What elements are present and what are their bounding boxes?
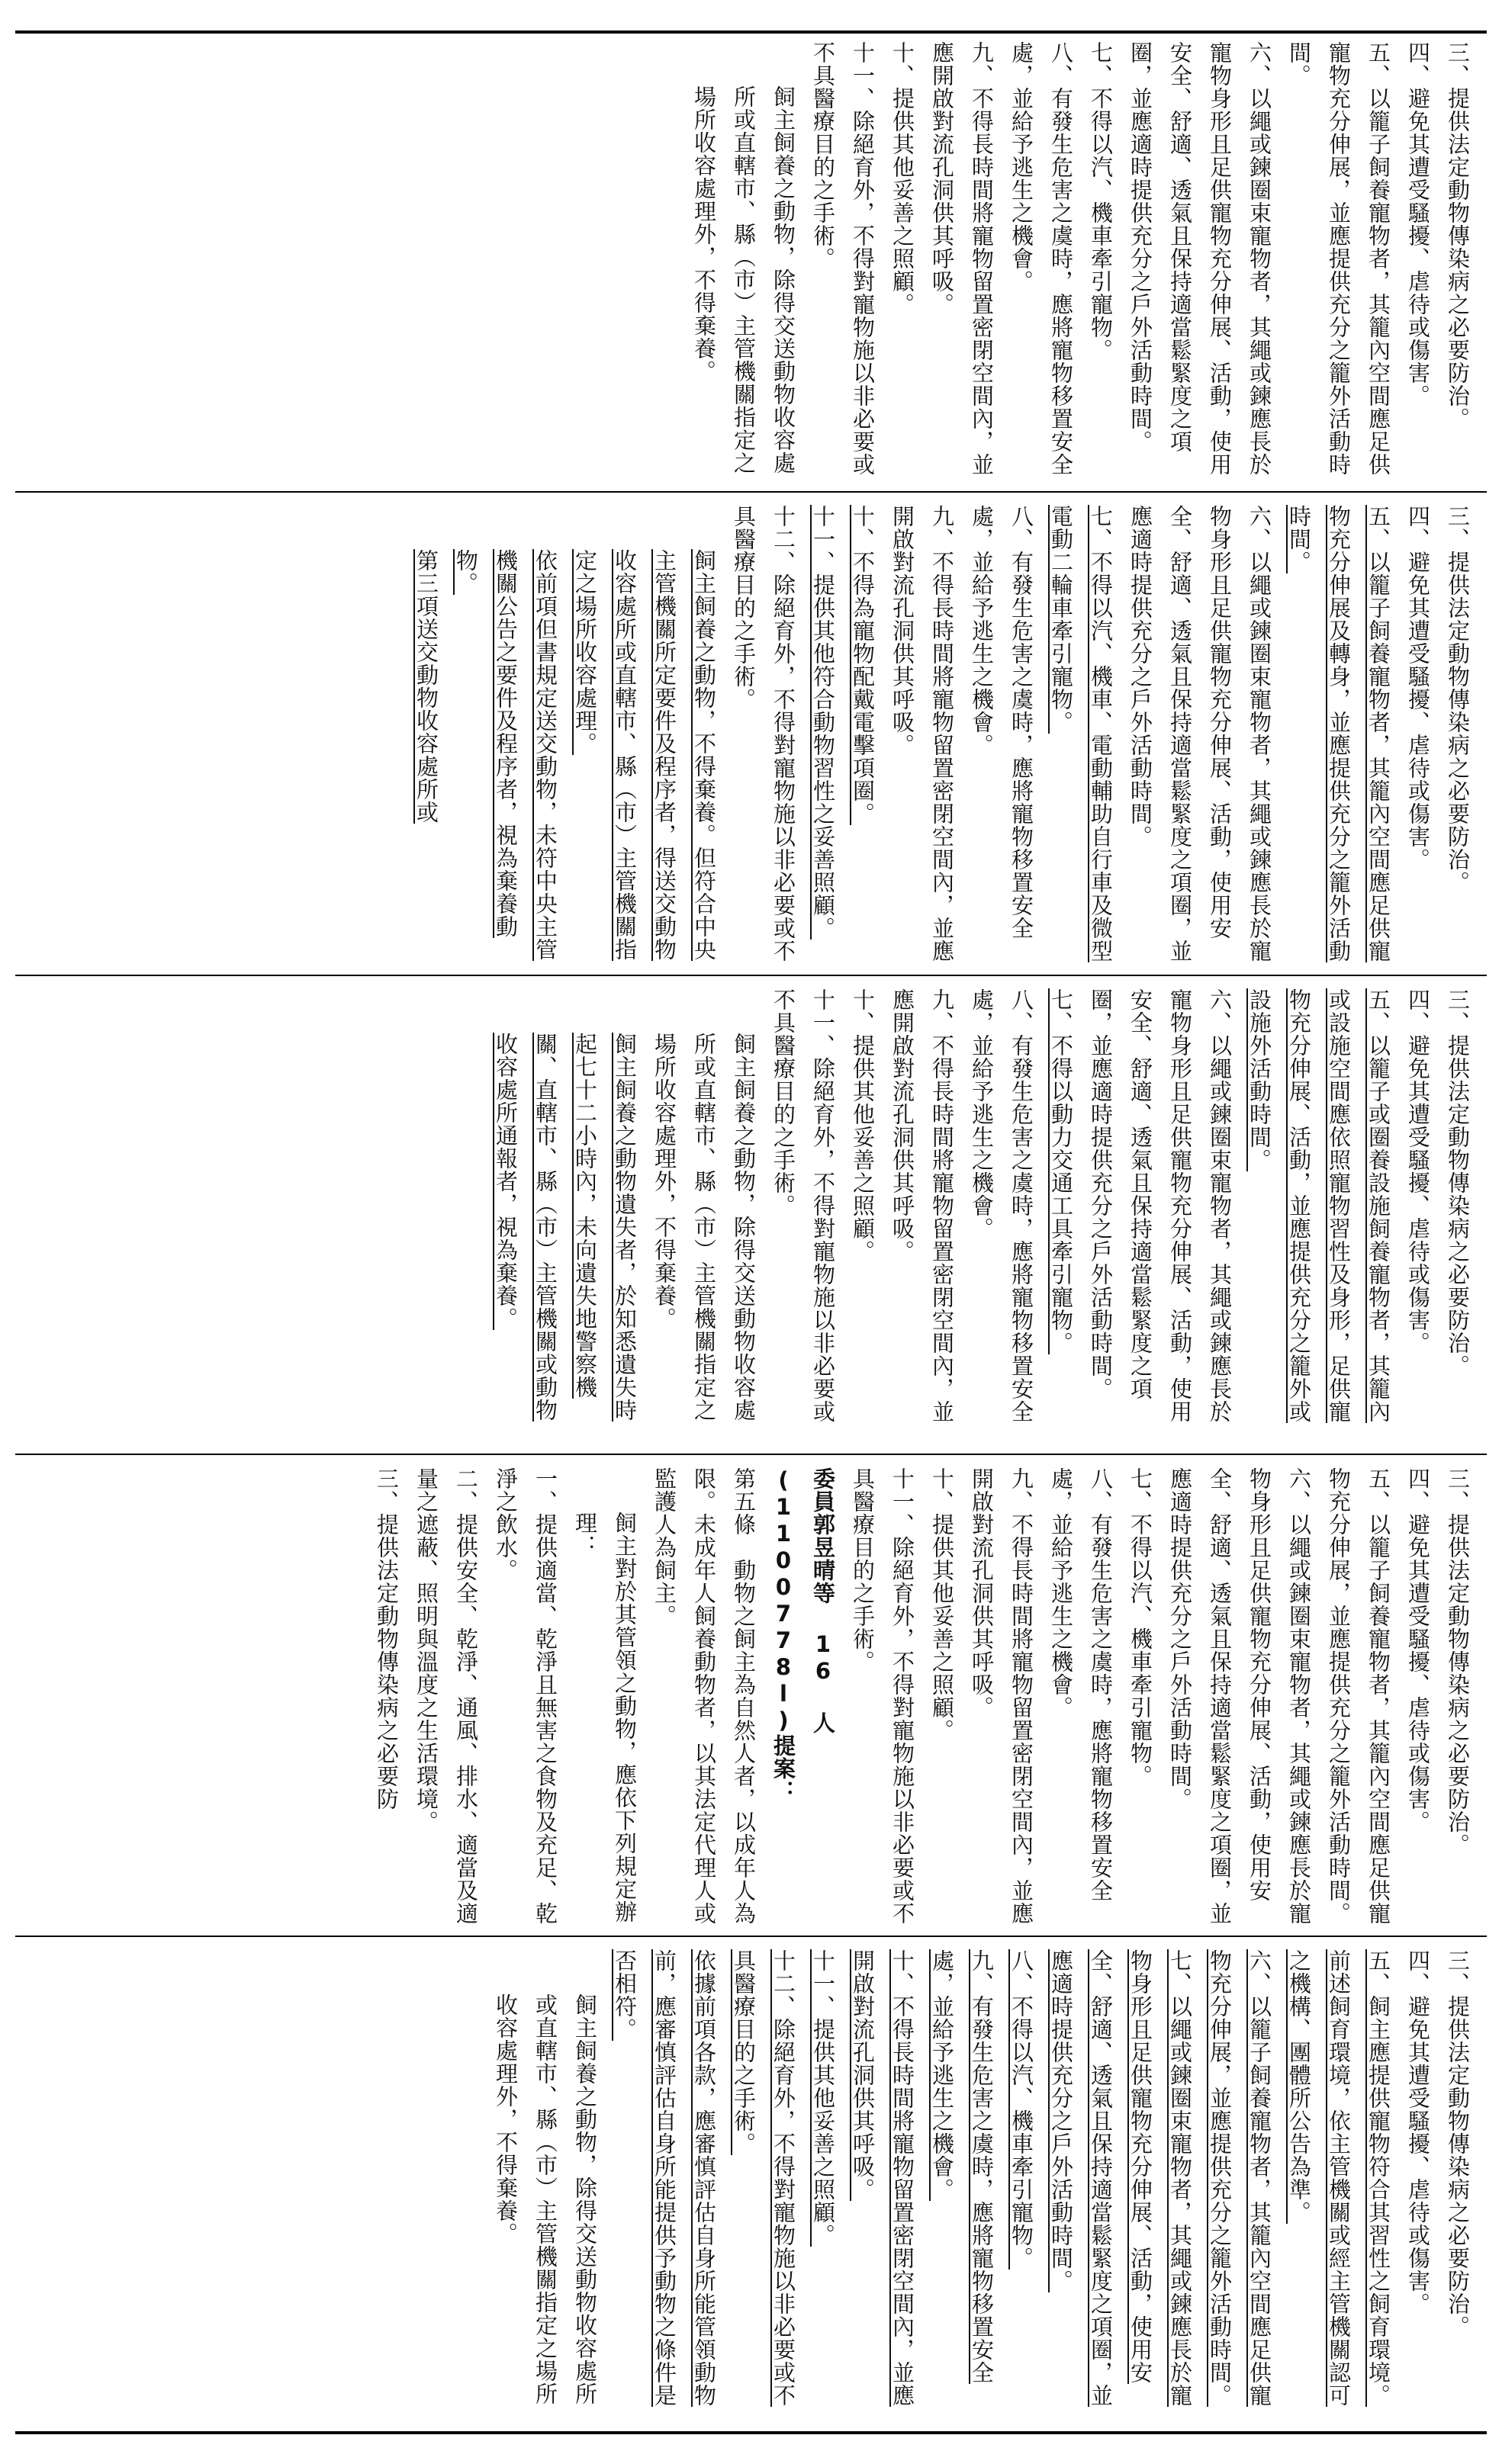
paragraph: 七、以繩或鍊圈束寵物者，其繩或鍊應長於寵物身形且足供寵物充分伸展、活動，使用安全、舒適、透氣且保持適當鬆緊度之項圈，並應適時提供充分之戶外活動時間。 xyxy=(1048,1949,1193,2407)
paragraph: 飼主飼養之動物，不得棄養。但符合中央主管機關所定要件及程序者，得送交動物收容處所或直轄市、縣（市）主管機關指定之場所收容處理。 xyxy=(572,549,717,961)
paragraph: 飼主飼養之動物，除得交送動物收容處所或直轄市、縣（市）主管機關指定之場所收容處理外，不得棄養。 xyxy=(651,1033,757,1422)
paragraph: 六、以繩或鍊圈束寵物者，其繩或鍊應長於寵物身形且足供寵物充分伸展、活動，使用安全、舒適、透氣且保持適當鬆緊度之項圈，並應適時提供充分之戶外活動時間。 xyxy=(1127,41,1272,476)
paragraph: 第三項送交動物收容處所或 xyxy=(413,549,439,824)
paragraph: 六、以繩或鍊圈束寵物者，其繩或鍊應長於寵物身形且足供寵物充分伸展、活動，使用安全、舒適、透氣且保持適當鬆緊度之項圈，並應適時提供充分之戶外活動時間。 xyxy=(1127,505,1272,962)
paragraph: 十、提供其他妥善之照顧。 xyxy=(929,1467,955,1742)
paragraph: 五、以籠子飼養寵物者，其籠內空間應足供寵物充分伸展及轉身，並應提供充分之籠外活動時間。 xyxy=(1286,505,1391,962)
paragraph: 五、以籠子飼養寵物者，其籠內空間應足供寵物充分伸展，並應提供充分之籠外活動時間。 xyxy=(1286,41,1391,476)
paragraph: 三、提供法定動物傳染病之必要防 xyxy=(374,1467,400,1810)
paragraph: 八、有發生危害之虞時，應將寵物移置安全處，並給予逃生之機會。 xyxy=(969,505,1034,940)
paragraph: 三、提供法定動物傳染病之必要防治。 xyxy=(1445,1949,1471,2338)
paragraph: 十一、除絕育外，不得對寵物施以非必要或不具醫療目的之手術。 xyxy=(850,1467,915,1925)
paragraph: 三、提供法定動物傳染病之必要防治。 xyxy=(1445,41,1471,430)
paragraph: 九、不得長時間將寵物留置密閉空間內，並應開啟對流孔洞供其呼吸。 xyxy=(969,1467,1034,1925)
paragraph: 十一、提供其他符合動物習性之妥善照顧。 xyxy=(810,505,836,940)
paragraph: 十、不得長時間將寵物留置密閉空間內，並應開啟對流孔洞供其呼吸。 xyxy=(850,1949,915,2407)
paragraph: 四、避免其遭受騷擾、虐待或傷害。 xyxy=(1405,41,1431,407)
paragraph: 七、不得以汽、機車牽引寵物。 xyxy=(1127,1467,1153,1788)
paragraph: 六、以繩或鍊圈束寵物者，其繩或鍊應長於寵物身形且足供寵物充分伸展、活動，使用安全、舒適、透氣且保持適當鬆緊度之項圈，並應適時提供充分之戶外活動時間。 xyxy=(1088,988,1233,1423)
paragraph: 八、有發生危害之虞時，應將寵物移置安全處，並給予逃生之機會。 xyxy=(1008,41,1074,476)
paragraph: 十、提供其他妥善之照顧。 xyxy=(889,41,915,316)
text-band-3 xyxy=(15,981,1487,1450)
paragraph: 飼主飼養之動物遺失者，於知悉遺失時起七十二小時內，未向遺失地警察機關、直轄市、縣（市）主管機關或動物收容處所通報者，視為棄養。 xyxy=(493,1033,638,1422)
paragraph: 第五條 動物之飼主為自然人者，以成年人為限。未成年人飼養動物者，以其法定代理人或監護人為飼主。 xyxy=(651,1467,757,1925)
paragraph: 四、避免其遭受騷擾、虐待或傷害。 xyxy=(1405,1467,1431,1833)
paragraph: 十一、除絕育外，不得對寵物施以非必要或不具醫療目的之手術。 xyxy=(770,988,836,1423)
paragraph: 七、不得以汽、機車牽引寵物。 xyxy=(1088,41,1114,361)
paragraph: 十、提供其他妥善之照顧。 xyxy=(850,988,876,1263)
paragraph: 九、不得長時間將寵物留置密閉空間內，並應開啟對流孔洞供其呼吸。 xyxy=(889,988,955,1423)
paragraph: 七、不得以動力交通工具牽引寵物。 xyxy=(1048,988,1074,1354)
paragraph: 飼主飼養之動物，除得交送動物收容處所或直轄市、縣（市）主管機關指定之場所收容處理外，不得棄養。 xyxy=(691,85,796,474)
paragraph: 依前項但書規定送交動物，未符中央主管機關公告之要件及程序者，視為棄養動物。 xyxy=(453,549,558,961)
paragraph: 依據前項各款，應審慎評估自身所能管領動物前，應審慎評估自身所能提供予動物之條件是否相符。 xyxy=(612,1949,717,2407)
paragraph: 飼主對於其管領之動物，應依下列規定辦理： xyxy=(572,1511,638,1923)
band-5-text xyxy=(483,1942,1481,2431)
band-2-text xyxy=(404,497,1481,972)
band-separator xyxy=(15,1936,1487,1937)
band-separator xyxy=(15,975,1487,976)
paragraph: 一、提供適當、乾淨且無害之食物及充足、乾淨之飲水。 xyxy=(493,1467,558,1925)
paragraph: 十一、除絕育外，不得對寵物施以非必要或不具醫療目的之手術。 xyxy=(810,41,876,476)
paragraph: 四、避免其遭受騷擾、虐待或傷害。 xyxy=(1405,988,1431,1354)
paragraph: 八、不得以汽、機車牽引寵物。 xyxy=(1008,1949,1034,2270)
band-4-text xyxy=(364,1460,1481,1932)
paragraph: 九、有發生危害之虞時，應將寵物移置安全處，並給予逃生之機會。 xyxy=(929,1949,995,2384)
paragraph: 六、以籠子飼養寵物者，其籠內空間應足供寵物充分伸展，並應提供充分之籠外活動時間。 xyxy=(1207,1949,1272,2407)
band-separator xyxy=(15,491,1487,493)
paragraph: 八、有發生危害之虞時，應將寵物移置安全處，並給予逃生之機會。 xyxy=(1048,1467,1114,1902)
bottom-rule xyxy=(15,2431,1487,2434)
text-band-1 xyxy=(15,34,1487,488)
band-3-text xyxy=(483,981,1481,1450)
paragraph: 三、提供法定動物傳染病之必要防治。 xyxy=(1445,988,1471,1377)
paragraph: 十二、除絕育外，不得對寵物施以非必要或不具醫療目的之手術。 xyxy=(731,1949,796,2407)
paragraph: 十二、除絕育外，不得對寵物施以非必要或不具醫療目的之手術。 xyxy=(731,505,796,962)
paragraph: 五、以籠子或圈養設施飼養寵物者，其籠內或設施空間應依照寵物習性及身形，足供寵物充分伸展、活動，並應提供充分之籠外或設施外活動時間。 xyxy=(1246,988,1391,1423)
paragraph: 五、飼主應提供寵物符合其習性之飼育環境。前述飼育環境，依主管機關或經主管機關認可之機構、團體所公告為準。 xyxy=(1286,1949,1391,2407)
paragraph: 九、不得長時間將寵物留置密閉空間內，並應開啟對流孔洞供其呼吸。 xyxy=(929,41,995,476)
paragraph: 七、不得以汽、機車、電動輔助自行車及微型電動二輪車牽引寵物。 xyxy=(1048,505,1114,962)
text-band-5 xyxy=(15,1942,1487,2431)
paragraph: 三、提供法定動物傳染病之必要防治。 xyxy=(1445,1467,1471,1856)
paragraph: 十一、提供其他妥善之照顧。 xyxy=(810,1949,836,2247)
band-1-text xyxy=(681,34,1481,488)
paragraph: 十、不得為寵物配戴電擊項圈。 xyxy=(850,505,876,825)
text-band-4 xyxy=(15,1460,1487,1932)
paragraph: 四、避免其遭受騷擾、虐待或傷害。 xyxy=(1405,505,1431,871)
text-band-2 xyxy=(15,497,1487,972)
paragraph: 六、以繩或鍊圈束寵物者，其繩或鍊應長於寵物身形且足供寵物充分伸展、活動，使用安全、舒適、透氣且保持適當鬆緊度之項圈，並應適時提供充分之戶外活動時間。 xyxy=(1167,1467,1312,1925)
paragraph: 三、提供法定動物傳染病之必要防治。 xyxy=(1445,505,1471,894)
paragraph: 八、有發生危害之虞時，應將寵物移置安全處，並給予逃生之機會。 xyxy=(969,988,1034,1423)
paragraph: 九、不得長時間將寵物留置密閉空間內，並應開啟對流孔洞供其呼吸。 xyxy=(889,505,955,962)
paragraph: 五、以籠子飼養寵物者，其籠內空間應足供寵物充分伸展，並應提供充分之籠外活動時間。 xyxy=(1326,1467,1391,1925)
band-separator xyxy=(15,1454,1487,1455)
paragraph: 飼主飼養之動物，除得交送動物收容處所或直轄市、縣（市）主管機關指定之場所收容處理外，不得棄養。 xyxy=(493,1993,598,2405)
paragraph: 四、避免其遭受騷擾、虐待或傷害。 xyxy=(1405,1949,1431,2315)
paragraph: 二、提供安全、乾淨、通風、排水、適當及適量之遮蔽、照明與溫度之生活環境。 xyxy=(413,1467,479,1925)
proposal-title: 委員郭昱晴等 16 人(1100778l)提案： xyxy=(770,1467,836,1803)
